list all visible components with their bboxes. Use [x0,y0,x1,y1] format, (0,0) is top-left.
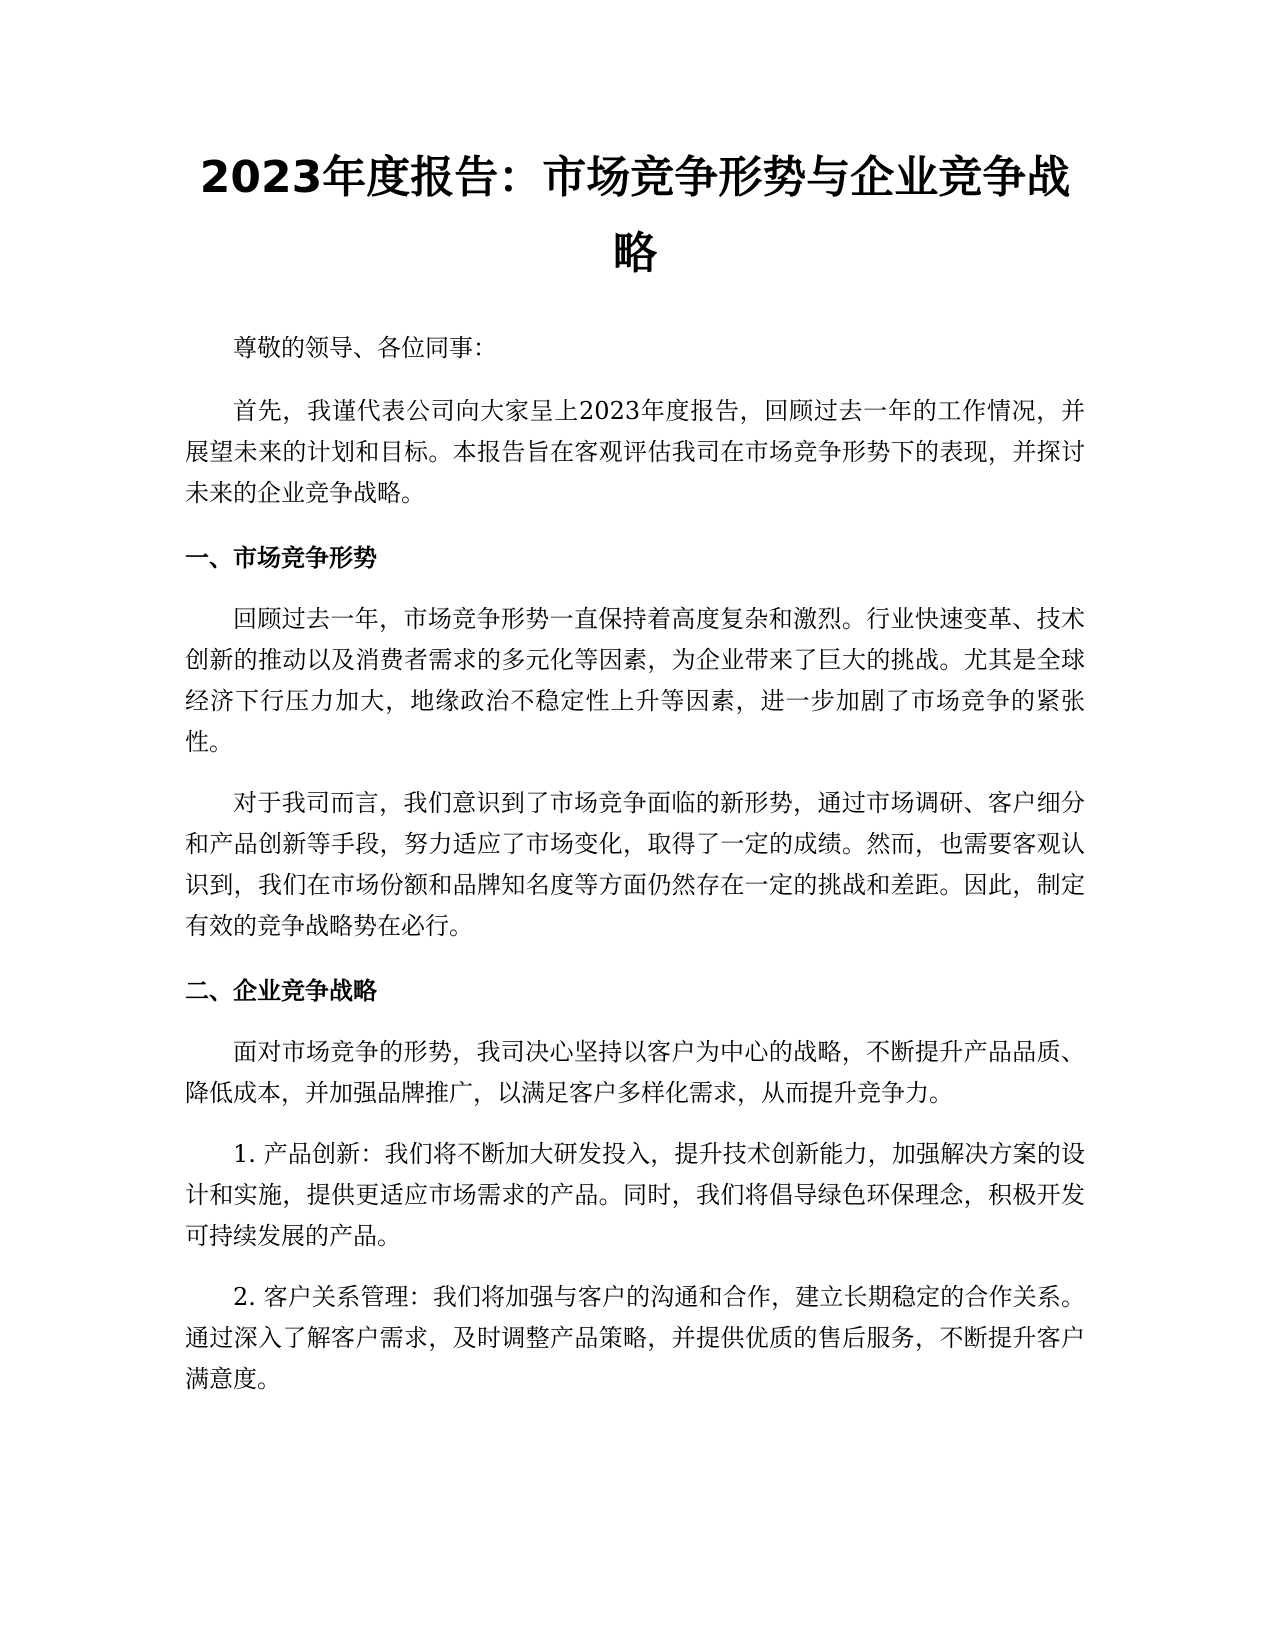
section-1-heading: 一、市场竞争形势 [185,544,377,572]
section-1-paragraph-1: 回顾过去一年，市场竞争形势一直保持着高度复杂和激烈。行业快速变革、技术创新的推动以及消费者需求的多元化等因素，为企业带来了巨大的挑战。尤其是全球经济下行压力加大，地缘政治不稳定性上升等因素，进一步加剧了市场竞争的紧张性。 [185,605,1085,756]
section-2-heading: 二、企业竞争战略 [185,977,377,1005]
greeting-paragraph: 尊敬的领导、各位同事： [233,334,497,362]
intro-paragraph: 首先，我谨代表公司向大家呈上2023年度报告，回顾过去一年的工作情况，并展望未来的计划和目标。本报告旨在客观评估我司在市场竞争形势下的表现，并探讨未来的企业竞争战略。 [185,397,1085,507]
section-2-paragraph-1: 面对市场竞争的形势，我司决心坚持以客户为中心的战略，不断提升产品品质、降低成本，并加强品牌推广，以满足客户多样化需求，从而提升竞争力。 [185,1038,1085,1107]
document-body [185,140,1085,1400]
section-2-list-item-2: 2. 客户关系管理：我们将加强与客户的沟通和合作，建立长期稳定的合作关系。通过深入了解客户需求，及时调整产品策略，并提供优质的售后服务，不断提升客户满意度。 [185,1283,1085,1393]
title-line-2: 略 [613,228,657,279]
title-line-1: 2023年度报告：市场竞争形势与企业竞争战 [199,152,1071,203]
section-2-list-item-1: 1. 产品创新：我们将不断加大研发投入，提升技术创新能力，加强解决方案的设计和实施，提供更适应市场需求的产品。同时，我们将倡导绿色环保理念，积极开发可持续发展的产品。 [185,1140,1085,1250]
document-title [185,140,1085,292]
section-1-paragraph-2: 对于我司而言，我们意识到了市场竞争面临的新形势，通过市场调研、客户细分和产品创新等手段，努力适应了市场变化，取得了一定的成绩。然而，也需要客观认识到，我们在市场份额和品牌知名度等方面仍然存在一定的挑战和差距。因此，制定有效的竞争战略势在必行。 [185,789,1085,940]
